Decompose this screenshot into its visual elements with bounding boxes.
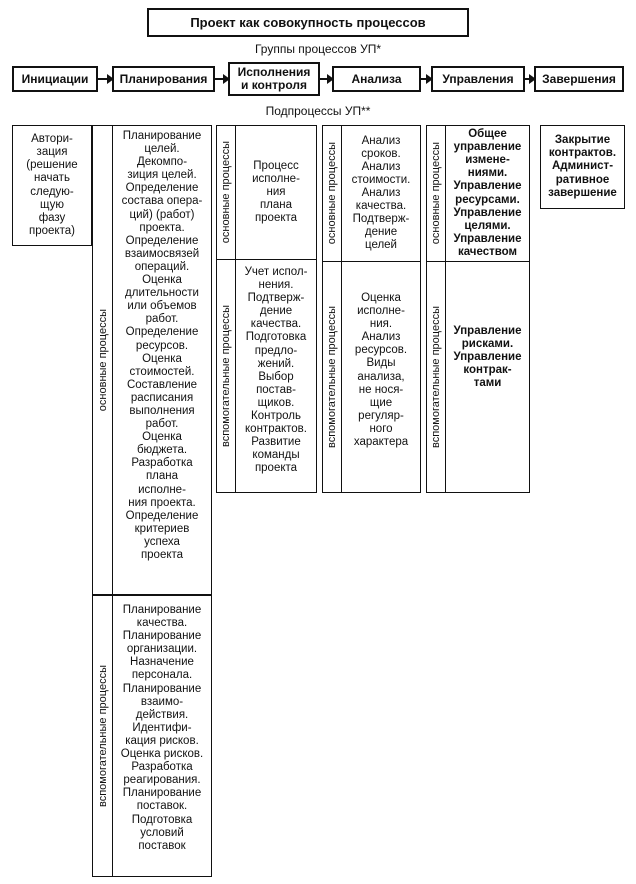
planning-main-label (92, 125, 113, 595)
text-line: Управление (453, 232, 522, 245)
text-line: зация (36, 146, 68, 159)
management-aux-box (445, 261, 530, 493)
process-groups-caption: Группы процессов УП* (254, 42, 381, 56)
text-line: успеха (144, 535, 180, 548)
text-line: начать (34, 172, 70, 185)
text-line: поставок (138, 839, 186, 852)
phase-arrow (320, 78, 332, 80)
text-line: Планирование (122, 682, 202, 695)
initiation-main-box (12, 125, 92, 246)
text-line: Оценка рисков. (120, 748, 204, 761)
text-line: Определение (125, 509, 199, 522)
text-line: жений. (257, 357, 295, 370)
text-line: ресурсов. (135, 339, 189, 352)
phase-initiation-label: Инициации (21, 71, 89, 86)
text-line: Анализ (361, 134, 401, 147)
text-line: бюджета. (136, 444, 188, 457)
text-line: (решение (26, 159, 78, 172)
text-line: щие (369, 396, 393, 409)
text-line: стоимостей. (129, 365, 195, 378)
text-line: Управление (453, 180, 522, 193)
text-line: Анализ (361, 160, 401, 173)
text-line: нения. (258, 279, 294, 292)
text-line: работ. (145, 418, 179, 431)
execution-aux-box (235, 259, 317, 493)
text-line: проекта (254, 462, 298, 475)
text-line: исполне- (138, 483, 186, 496)
planning-main-box (112, 125, 212, 595)
text-line: Подготовка (245, 331, 307, 344)
management-aux-label (426, 261, 446, 493)
text-line: выполнения (129, 404, 195, 417)
text-line: Планирование (122, 787, 202, 800)
text-line: целями. (464, 219, 511, 232)
text-line: Подтверж- (352, 213, 410, 226)
text-line: Декомпо- (136, 156, 188, 169)
text-line: Разработка (131, 761, 193, 774)
text-line: Анализ (361, 186, 401, 199)
text-line: ния (266, 185, 286, 198)
label-text: основные процессы (430, 142, 442, 245)
text-line: Выбор (258, 370, 294, 383)
text-line: стоимости. (351, 173, 411, 186)
management-main-box (445, 125, 530, 262)
phase-execution (228, 62, 320, 96)
text-line: Оценка (142, 431, 182, 444)
diagram-title (147, 8, 469, 37)
text-line: постав- (256, 383, 296, 396)
text-line: ресурсами. (455, 193, 520, 206)
text-line: зиция целей. (127, 169, 197, 182)
text-line: качества. (355, 200, 407, 213)
text-line: Назначение (130, 656, 194, 669)
phase-closing (534, 66, 624, 92)
text-line: сроков. (361, 147, 401, 160)
phase-arrow (215, 78, 228, 80)
text-line: качества. (136, 617, 188, 630)
phase-analysis-label: Анализа (351, 71, 402, 86)
text-line: состава опера- (121, 195, 203, 208)
text-line: проекта) (29, 224, 75, 237)
text-line: Оценка (142, 274, 182, 287)
phase-management-label: Управления (442, 71, 514, 86)
text-line: расписания (130, 391, 194, 404)
text-line: ресурсов. (354, 344, 408, 357)
text-line: дение (364, 226, 398, 239)
text-line: контрактов. (548, 147, 617, 160)
phase-planning (112, 66, 215, 92)
label-text: основные процессы (220, 141, 232, 244)
text-line: плана (145, 470, 179, 483)
text-line: ния проекта. (128, 496, 196, 509)
text-line: или объемов (127, 300, 197, 313)
text-line: целей. (144, 143, 180, 156)
text-line: операций. (134, 260, 190, 273)
text-line: Виды (366, 357, 396, 370)
text-line: персонала. (131, 669, 193, 682)
text-line: предло- (254, 344, 298, 357)
text-line: качества. (250, 318, 302, 331)
text-line: следую- (30, 185, 74, 198)
phase-arrow (525, 78, 534, 80)
text-line: фазу (38, 211, 66, 224)
text-line: ниями. (467, 167, 508, 180)
analysis-aux-label (322, 261, 342, 493)
text-line: взаимо- (140, 695, 184, 708)
text-line: Оценка (361, 292, 401, 304)
text-line: измене- (465, 154, 510, 167)
analysis-aux-box (341, 261, 421, 493)
text-line: действия. (135, 708, 189, 721)
text-line: Планирование (122, 630, 202, 643)
text-line: Общее (468, 128, 507, 141)
text-line: характера (353, 436, 409, 449)
text-line: Автори- (31, 133, 73, 146)
text-line: проекта (254, 212, 298, 225)
execution-main-box (235, 125, 317, 260)
planning-aux-box (112, 595, 212, 877)
text-line: дение (259, 305, 293, 318)
text-line: поставок. (136, 800, 188, 813)
text-line: ного (369, 422, 393, 435)
phase-initiation (12, 66, 98, 92)
text-line: исполне- (252, 172, 300, 185)
text-line: Развитие (251, 436, 301, 449)
closing-main-box (540, 125, 625, 209)
label-text: основные процессы (96, 308, 109, 412)
text-line: Планирование (122, 604, 202, 616)
text-line: Составление (126, 378, 198, 391)
text-line: взаимосвязей (124, 247, 200, 260)
phase-analysis (332, 66, 421, 92)
text-line: анализа, (357, 370, 405, 383)
text-line: Подтверж- (247, 292, 305, 305)
label-text: вспомогательные процессы (430, 306, 442, 448)
text-line: Анализ (361, 331, 401, 344)
text-line: Админист- (551, 160, 614, 173)
label-text: вспомогательные процессы (220, 305, 232, 447)
text-line: контрактов. (245, 423, 307, 436)
label-text: основные процессы (326, 142, 338, 245)
text-line: щую (40, 198, 64, 211)
execution-aux-label (216, 259, 236, 493)
text-line: проекта. (139, 221, 185, 234)
text-line: Процесс (253, 159, 299, 172)
text-line: контрак- (463, 364, 512, 377)
phase-management (431, 66, 525, 92)
phase-planning-label: Планирования (119, 71, 208, 86)
execution-main-label (216, 125, 236, 260)
phase-closing-label: Завершения (542, 71, 616, 86)
text-line: Разработка (131, 457, 193, 470)
text-line: Закрытие (554, 134, 611, 147)
text-line: Определение (125, 326, 199, 339)
text-line: управление (453, 141, 522, 154)
text-line: Учет испол- (244, 266, 308, 278)
text-line: не нося- (358, 383, 404, 396)
text-line: Оценка (142, 352, 182, 365)
planning-aux-label (92, 595, 113, 877)
text-line: работ. (145, 313, 179, 326)
management-main-label (426, 125, 446, 262)
text-line: завершение (548, 186, 617, 199)
text-line: ния. (369, 318, 393, 331)
phase-execution-label: Исполнения и контроля (237, 65, 311, 92)
text-line: Подготовка (131, 813, 193, 826)
text-line: проекта (140, 549, 184, 561)
analysis-main-label (322, 125, 342, 262)
text-line: ций) (работ) (129, 208, 195, 221)
text-line: регуляр- (358, 409, 404, 422)
text-line: тами (473, 377, 502, 390)
label-text: вспомогательные процессы (96, 665, 109, 807)
text-line: организации. (126, 643, 198, 656)
text-line: длительности (125, 287, 199, 300)
text-line: Планирование (122, 130, 202, 142)
text-line: критериев (134, 522, 190, 535)
text-line: Определение (125, 234, 199, 247)
text-line: Идентифи- (132, 721, 192, 734)
text-line: Управление (453, 351, 522, 364)
text-line: рисками. (461, 338, 514, 351)
diagram-title-text: Проект как совокупность процессов (190, 15, 426, 30)
text-line: команды (252, 449, 300, 462)
text-line: кация рисков. (125, 734, 199, 747)
text-line: Управление (453, 206, 522, 219)
text-line: Управление (453, 325, 522, 337)
analysis-main-box (341, 125, 421, 262)
subprocess-caption: Подпроцессы УП** (265, 104, 371, 118)
phase-arrow (98, 78, 112, 80)
label-text: вспомогательные процессы (326, 306, 338, 448)
text-line: ративное (555, 173, 610, 186)
text-line: целей (364, 239, 397, 252)
text-line: Контроль (251, 410, 301, 423)
phase-arrow (421, 78, 431, 80)
text-line: Определение (125, 182, 199, 195)
text-line: реагирования. (123, 774, 201, 787)
text-line: условий (140, 826, 184, 839)
text-line: щиков. (257, 396, 295, 409)
text-line: плана (259, 199, 293, 212)
text-line: качеством (457, 245, 518, 258)
text-line: исполне- (357, 305, 405, 318)
